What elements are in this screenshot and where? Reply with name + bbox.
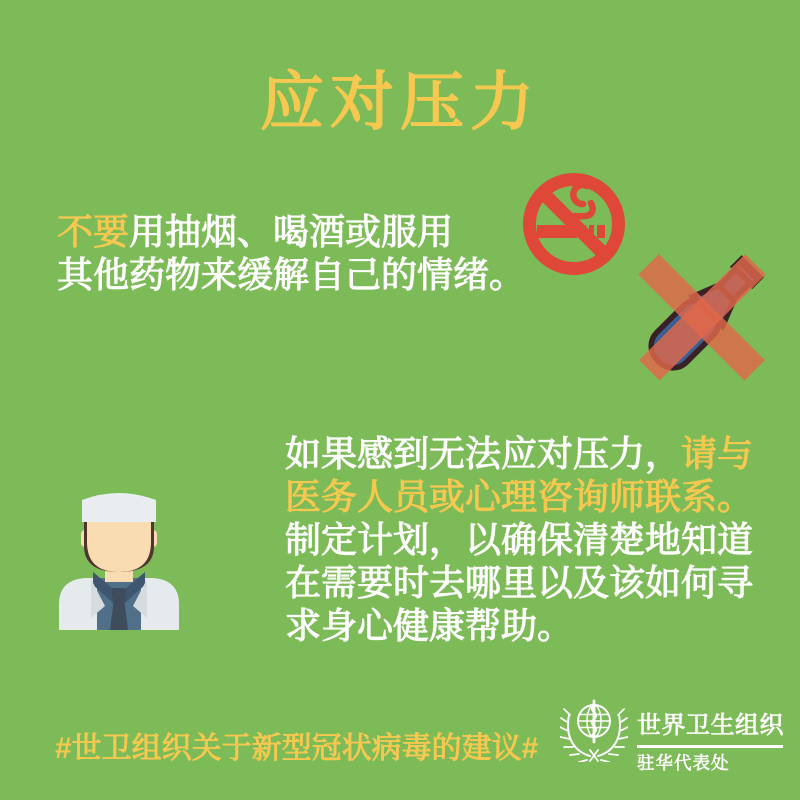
- who-logo: [560, 698, 787, 774]
- advice2-line4: 在需要时去哪里以及该如何寻: [285, 562, 754, 603]
- advice2-line1-white: 如果感到无法应对压力，: [285, 433, 682, 474]
- who-emblem-icon: [560, 698, 628, 762]
- who-org-name: 世界卫生组织: [637, 712, 784, 739]
- who-office-name: 驻华代表处: [637, 752, 730, 773]
- advice2-line2: 医务人员或心理咨询师联系。: [285, 476, 754, 517]
- advice1-line1-rest: 用抽烟、喝酒或服用: [129, 211, 454, 252]
- advice2-line1-highlight: 请与: [681, 433, 754, 474]
- advice1-highlight: 不要: [57, 211, 130, 252]
- advice1-line1: [57, 210, 525, 253]
- hashtag-text: #世卫组织关于新型冠状病毒的建议#: [55, 732, 539, 765]
- page-title: 应对压力: [260, 66, 540, 138]
- logo-divider: [637, 745, 783, 748]
- advice2-line3: 制定计划，以确保清楚地知道: [285, 519, 754, 560]
- advice2-line5: 求身心健康帮助。: [285, 605, 574, 646]
- no-alcohol-bottle-icon: [638, 243, 778, 383]
- no-smoking-icon: [522, 172, 626, 276]
- advice-seek-help-text: [285, 432, 753, 647]
- advice-no-substances-text: [57, 210, 525, 296]
- doctor-icon: [57, 484, 181, 632]
- advice1-line2: 其他药物来缓解自己的情绪。: [57, 254, 526, 295]
- who-logo-text: [637, 698, 787, 774]
- advice2-line1: [285, 432, 753, 475]
